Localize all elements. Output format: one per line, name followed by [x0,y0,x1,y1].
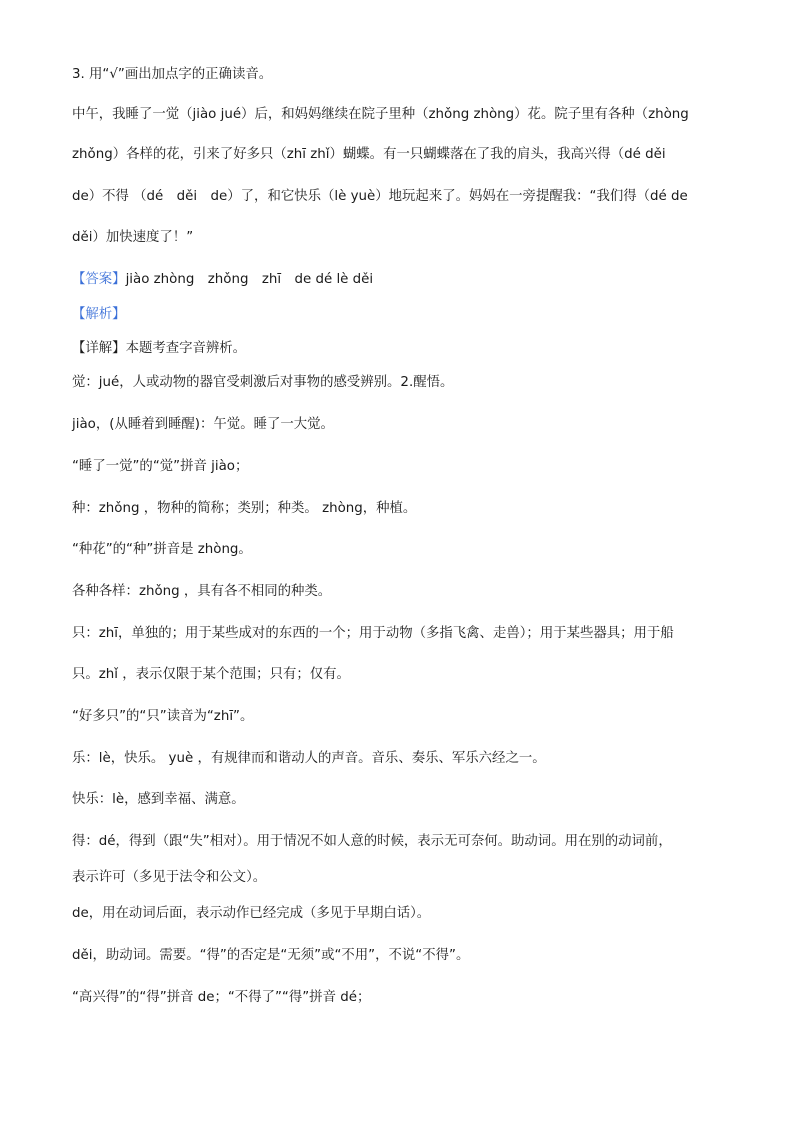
analysis-line: 各种各样：zhǒng ，具有各不相同的种类。 [72,584,332,599]
answer-label: 【答案】 [72,272,126,287]
analysis-line: “好多只”的“只”读音为“zhī”。 [72,709,254,724]
analysis-line: 只。zhǐ ，表示仅限于某个范围；只有；仅有。 [72,667,350,682]
analysis-line: 种：zhǒng ，物种的简称；类别；种类。 zhòng，种植。 [72,501,417,516]
analysis-line: 觉：jué，人或动物的器官受刺激后对事物的感受辨别。2.醒悟。 [72,375,454,390]
analysis-line: 快乐：lè，感到幸福、满意。 [72,792,245,807]
analysis-line: děi，助动词。需要。“得”的否定是“无须”或“不用”，不说“不得”。 [72,948,470,963]
passage-line: 中午，我睡了一觉（jiào jué）后，和妈妈继续在院子里种（zhǒng zhòng）花。院子里有各种（zhòng [72,107,689,122]
analysis-line: “睡了一觉”的“觉”拼音 jiào； [72,459,249,474]
analysis-line: 乐：lè，快乐。 yuè ，有规律而和谐动人的声音。音乐、奏乐、军乐六经之一。 [72,751,546,766]
detail-row [72,342,246,355]
detail-text: 本题考查字音辨析。 [125,341,247,356]
analysis-line: jiào，(从睡着到睡醒)：午觉。睡了一大觉。 [72,417,334,432]
analysis-line: “种花”的“种”拼音是 zhòng。 [72,542,252,557]
analysis-line: de，用在动词后面，表示动作已经完成（多见于早期白话）。 [72,906,431,921]
answer-row [72,273,373,286]
passage-line: de）不得 （dé děi de）了，和它快乐（lè yuè）地玩起来了。妈妈在一旁提醒我：“我们得（dé de [72,189,688,204]
detail-label: 【详解】 [72,341,126,356]
passage-line: zhǒng）各样的花，引来了好多只（zhī zhǐ）蝴蝶。有一只蝴蝶落在了我的肩头，我高兴得（dé děi [72,147,666,162]
analysis-line: 只：zhī，单独的；用于某些成对的东西的一个；用于动物（多指飞禽、走兽）；用于某些器具；用于船 [72,626,674,641]
analysis-line: 得：dé，得到（跟“失”相对）。用于情况不如人意的时候，表示无可奈何。助动词。用在别的动词前， [72,834,672,849]
analysis-line: 表示许可（多见于法令和公文）。 [72,870,267,885]
passage-line: děi）加快速度了！” [72,230,194,245]
analysis-label: 【解析】 [72,307,126,322]
answer-text: jiào zhòng zhǒng zhī de dé lè děi [125,272,374,287]
analysis-line: “高兴得”的“得”拼音 de；“不得了”“得”拼音 dé； [72,990,371,1005]
question-title: 3. 用“√”画出加点字的正确读音。 [72,67,273,82]
